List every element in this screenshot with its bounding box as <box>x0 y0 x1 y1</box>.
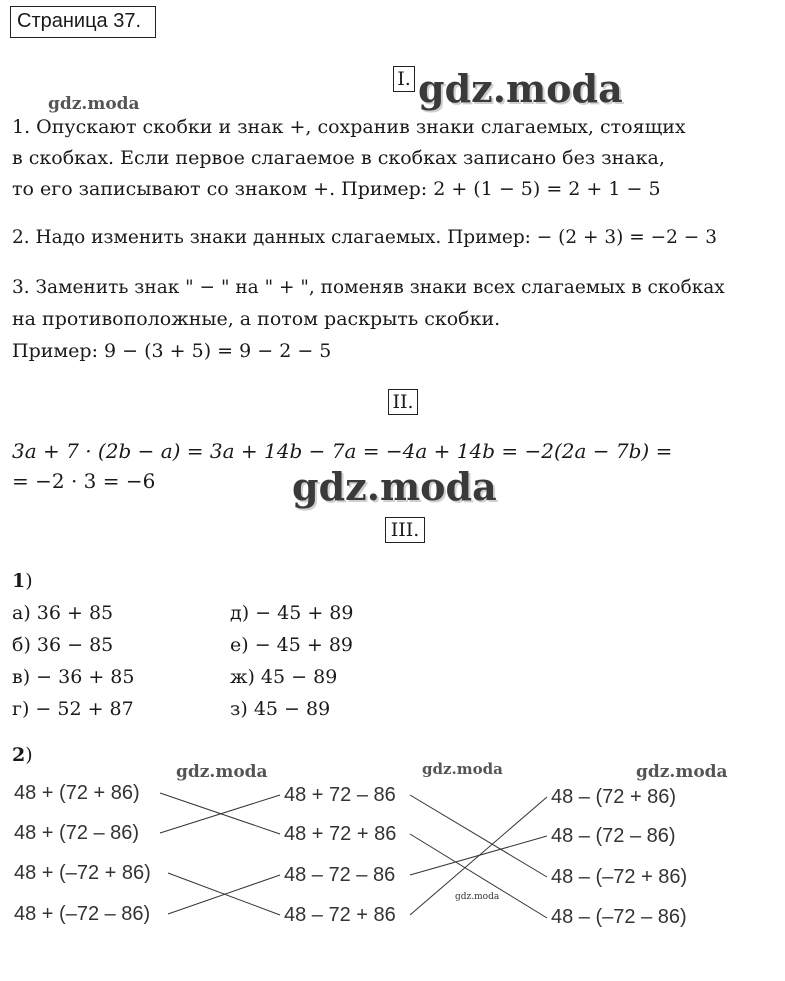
match-b-2: 48 – 72 – 86 <box>284 864 396 886</box>
match-c-2: 48 – (–72 + 86) <box>551 866 688 888</box>
link-a1-b0 <box>160 795 280 833</box>
task1-zh: ж) 45 − 89 <box>230 666 338 688</box>
task1-paren: ) <box>25 570 33 592</box>
task1-z: з) 45 − 89 <box>230 698 331 720</box>
section-I-label: I. <box>397 68 411 90</box>
page-label: Страница 37 <box>17 10 136 32</box>
link-b1-c3 <box>410 834 547 918</box>
part2-line2: = −2 · 3 = −6 <box>12 469 156 493</box>
match-a-1: 48 + (72 – 86) <box>14 822 140 844</box>
match-a-0: 48 + (72 + 86) <box>14 782 140 804</box>
task1-number: 1 <box>12 570 26 592</box>
watermark-task2-tiny: gdz.moda <box>455 892 500 902</box>
match-b-0: 48 + 72 – 86 <box>284 784 396 806</box>
task2-paren: ) <box>25 744 33 766</box>
match-c-0: 48 – (72 + 86) <box>551 786 677 808</box>
watermark-left: gdz.moda <box>48 94 140 114</box>
task1-e: е) − 45 + 89 <box>230 634 354 656</box>
match-a-2: 48 + (–72 + 86) <box>14 862 151 884</box>
part1-item1-line1: 1. Опускают скобки и знак +, сохранив знаки слагаемых, стоящих <box>12 116 686 138</box>
section-III-label: III. <box>390 519 420 541</box>
watermark-top: gdz.moda <box>418 66 623 111</box>
section-II-label: II. <box>392 391 414 413</box>
watermark-middle: gdz.moda <box>292 464 497 509</box>
task1-v: в) − 36 + 85 <box>12 666 135 688</box>
watermark-task2-mid: gdz.moda <box>422 760 503 778</box>
match-c-3: 48 – (–72 – 86) <box>551 906 687 928</box>
part1-item2: 2. Надо изменить знаки данных слагаемых. Пример: − (2 + 3) = −2 − 3 <box>12 227 717 248</box>
match-c-1: 48 – (72 – 86) <box>551 825 676 847</box>
watermark-task2-right: gdz.moda <box>636 762 728 782</box>
part1-item1-line2: в скобках. Если первое слагаемое в скобках записано без знака, <box>12 147 665 169</box>
part1-item3-line3: Пример: 9 − (3 + 5) = 9 − 2 − 5 <box>12 340 332 362</box>
task1-b: б) 36 − 85 <box>12 634 114 656</box>
part1-item3-line2: на противоположные, а потом раскрыть скобки. <box>12 308 501 330</box>
part1-item3-line1: 3. Заменить знак " − " на " + ", поменяв знаки всех слагаемых в скобках <box>12 277 725 298</box>
page-label-dot: . <box>135 10 142 32</box>
link-b0-c2 <box>410 795 547 877</box>
watermark-task2-left: gdz.moda <box>176 762 268 782</box>
part1-item1-line3: то его записывают со знаком +. Пример: 2 + (1 − 5) = 2 + 1 − 5 <box>12 178 661 200</box>
task1-a: а) 36 + 85 <box>12 602 114 624</box>
match-a-3: 48 + (–72 – 86) <box>14 903 151 925</box>
task1-d: д) − 45 + 89 <box>230 602 354 624</box>
match-b-3: 48 – 72 + 86 <box>284 904 396 926</box>
task2-number: 2 <box>12 744 26 766</box>
link-b3-c0 <box>410 797 547 915</box>
link-a3-b2 <box>168 875 280 914</box>
match-b-1: 48 + 72 + 86 <box>284 823 397 845</box>
part2-line1: 3a + 7 · (2b − a) = 3a + 14b − 7a = −4a + 14b = −2(2a − 7b) = <box>12 439 673 463</box>
task1-g: г) − 52 + 87 <box>12 698 134 720</box>
